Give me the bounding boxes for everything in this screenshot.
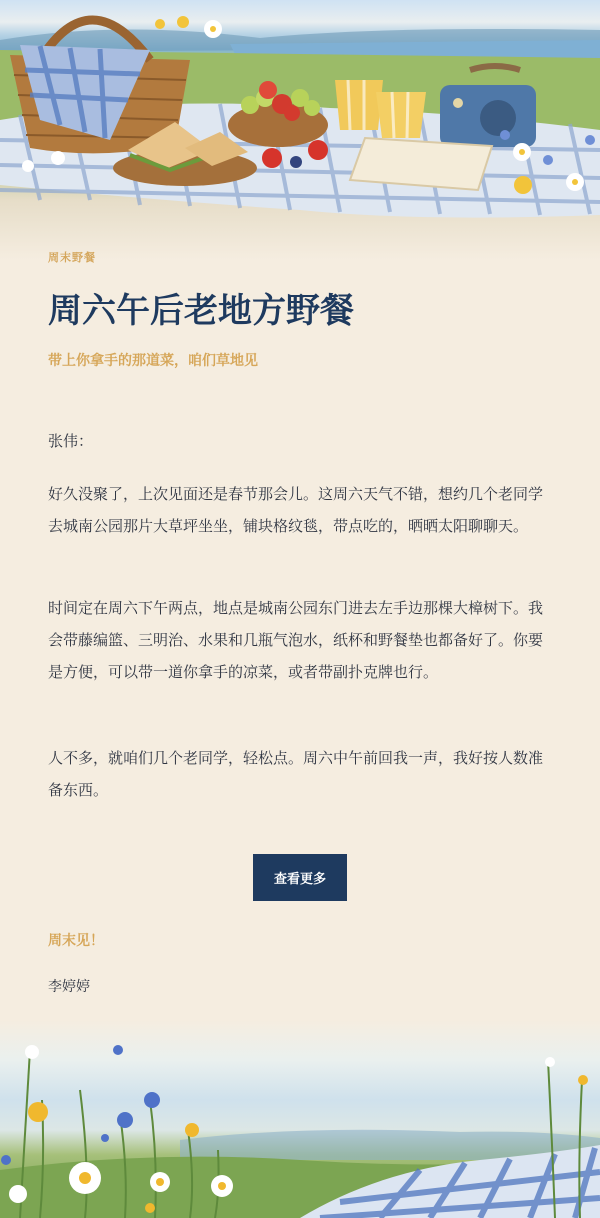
email-paragraph: 人不多，就咱们几个老同学，轻松点。周六中午前回我一声，我好按人数准备东西。 — [48, 749, 544, 799]
email-greeting: 张伟： — [48, 432, 94, 450]
email-subtitle: 带上你拿手的那道菜，咱们草地见 — [48, 353, 258, 369]
email-title: 周六午后老地方野餐 — [48, 291, 354, 331]
email-signoff: 周末见！ — [48, 933, 104, 949]
email-sender-name: 李婷婷 — [48, 979, 90, 995]
email-eyebrow: 周末野餐 — [48, 251, 96, 264]
meadow-footer-illustration — [0, 1020, 600, 1218]
hero-picnic-illustration — [0, 0, 600, 260]
email-paragraph: 好久没聚了，上次见面还是春节那会儿。这周六天气不错，想约几个老同学去城南公园那片大草坪坐坐，铺块格纹毯，带点吃的，晒晒太阳聊聊天。 — [48, 485, 544, 535]
email-paragraph: 时间定在周六下午两点，地点是城南公园东门进去左手边那棵大樟树下。我会带藤编篮、三明治、水果和几瓶气泡水，纸杯和野餐垫也都备好了。你要是方便，可以带一道你拿手的凉菜，或者带副扑克牌也行。 — [48, 599, 544, 681]
view-more-button[interactable]: 查看更多 — [253, 854, 347, 901]
